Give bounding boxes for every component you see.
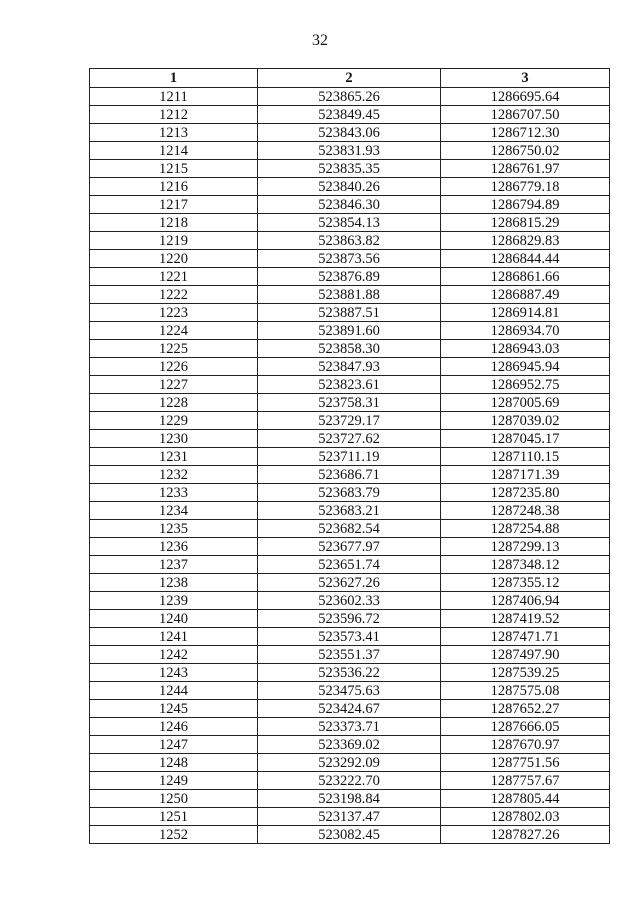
cell-point-number: 1227 (90, 376, 258, 394)
cell-x: 523881.88 (258, 286, 441, 304)
cell-y: 1287235.80 (441, 484, 610, 502)
cell-y: 1287751.56 (441, 754, 610, 772)
table-row (90, 736, 610, 754)
cell-y: 1286861.66 (441, 268, 610, 286)
cell-y: 1286914.81 (441, 304, 610, 322)
cell-y: 1287652.27 (441, 700, 610, 718)
cell-x: 523843.06 (258, 124, 441, 142)
cell-point-number: 1237 (90, 556, 258, 574)
table-row (90, 304, 610, 322)
cell-y: 1287497.90 (441, 646, 610, 664)
table-row (90, 214, 610, 232)
cell-point-number: 1242 (90, 646, 258, 664)
cell-point-number: 1217 (90, 196, 258, 214)
cell-point-number: 1223 (90, 304, 258, 322)
cell-y: 1287110.15 (441, 448, 610, 466)
cell-point-number: 1239 (90, 592, 258, 610)
cell-x: 523758.31 (258, 394, 441, 412)
cell-y: 1286815.29 (441, 214, 610, 232)
table-header (90, 69, 610, 88)
table-row (90, 412, 610, 430)
cell-y: 1286844.44 (441, 250, 610, 268)
cell-y: 1287355.12 (441, 574, 610, 592)
cell-point-number: 1236 (90, 538, 258, 556)
cell-point-number: 1238 (90, 574, 258, 592)
cell-y: 1287666.05 (441, 718, 610, 736)
cell-point-number: 1250 (90, 790, 258, 808)
table-row (90, 628, 610, 646)
cell-y: 1287471.71 (441, 628, 610, 646)
cell-y: 1287045.17 (441, 430, 610, 448)
cell-x: 523551.37 (258, 646, 441, 664)
cell-x: 523082.45 (258, 826, 441, 844)
cell-point-number: 1221 (90, 268, 258, 286)
cell-x: 523369.02 (258, 736, 441, 754)
cell-x: 523686.71 (258, 466, 441, 484)
cell-point-number: 1232 (90, 466, 258, 484)
cell-x: 523835.35 (258, 160, 441, 178)
cell-point-number: 1219 (90, 232, 258, 250)
cell-y: 1287299.13 (441, 538, 610, 556)
header-cell-point-number: 1 (90, 69, 258, 88)
table-row (90, 394, 610, 412)
cell-y: 1286750.02 (441, 142, 610, 160)
cell-point-number: 1233 (90, 484, 258, 502)
cell-point-number: 1225 (90, 340, 258, 358)
cell-x: 523424.67 (258, 700, 441, 718)
cell-point-number: 1230 (90, 430, 258, 448)
cell-y: 1287805.44 (441, 790, 610, 808)
cell-y: 1287827.26 (441, 826, 610, 844)
page-number: 32 (312, 32, 328, 49)
table-row (90, 106, 610, 124)
cell-y: 1287575.08 (441, 682, 610, 700)
table-row (90, 448, 610, 466)
cell-y: 1286712.30 (441, 124, 610, 142)
cell-point-number: 1211 (90, 88, 258, 106)
table-row (90, 664, 610, 682)
cell-point-number: 1213 (90, 124, 258, 142)
cell-x: 523573.41 (258, 628, 441, 646)
cell-x: 523373.71 (258, 718, 441, 736)
cell-x: 523863.82 (258, 232, 441, 250)
cell-point-number: 1235 (90, 520, 258, 538)
table-row (90, 322, 610, 340)
cell-y: 1286695.64 (441, 88, 610, 106)
cell-point-number: 1243 (90, 664, 258, 682)
cell-x: 523677.97 (258, 538, 441, 556)
cell-point-number: 1212 (90, 106, 258, 124)
cell-y: 1287670.97 (441, 736, 610, 754)
table-row (90, 160, 610, 178)
cell-x: 523711.19 (258, 448, 441, 466)
cell-x: 523627.26 (258, 574, 441, 592)
table-row (90, 772, 610, 790)
table-row (90, 196, 610, 214)
cell-point-number: 1249 (90, 772, 258, 790)
table-row (90, 700, 610, 718)
cell-x: 523823.61 (258, 376, 441, 394)
cell-point-number: 1226 (90, 358, 258, 376)
table-row (90, 376, 610, 394)
header-cell-y: 3 (441, 69, 610, 88)
cell-y: 1286761.97 (441, 160, 610, 178)
table-row (90, 268, 610, 286)
cell-x: 523887.51 (258, 304, 441, 322)
cell-y: 1286829.83 (441, 232, 610, 250)
cell-point-number: 1220 (90, 250, 258, 268)
cell-y: 1287348.12 (441, 556, 610, 574)
table-row (90, 718, 610, 736)
table-row (90, 592, 610, 610)
table-row (90, 538, 610, 556)
cell-x: 523475.63 (258, 682, 441, 700)
cell-x: 523137.47 (258, 808, 441, 826)
table-row (90, 286, 610, 304)
coordinates-table (89, 68, 610, 844)
table-row (90, 754, 610, 772)
cell-x: 523222.70 (258, 772, 441, 790)
table-row (90, 340, 610, 358)
cell-x: 523854.13 (258, 214, 441, 232)
table-row (90, 610, 610, 628)
cell-point-number: 1247 (90, 736, 258, 754)
cell-y: 1286794.89 (441, 196, 610, 214)
table-row (90, 826, 610, 844)
cell-x: 523729.17 (258, 412, 441, 430)
table-row (90, 556, 610, 574)
cell-point-number: 1234 (90, 502, 258, 520)
table-row (90, 430, 610, 448)
cell-point-number: 1244 (90, 682, 258, 700)
table-row (90, 142, 610, 160)
cell-y: 1287757.67 (441, 772, 610, 790)
cell-y: 1287406.94 (441, 592, 610, 610)
cell-x: 523849.45 (258, 106, 441, 124)
cell-y: 1287171.39 (441, 466, 610, 484)
cell-point-number: 1228 (90, 394, 258, 412)
table-row (90, 502, 610, 520)
cell-point-number: 1216 (90, 178, 258, 196)
cell-y: 1286707.50 (441, 106, 610, 124)
table-row (90, 484, 610, 502)
table-row (90, 232, 610, 250)
cell-x: 523858.30 (258, 340, 441, 358)
cell-y: 1287039.02 (441, 412, 610, 430)
table-row (90, 250, 610, 268)
cell-x: 523873.56 (258, 250, 441, 268)
cell-point-number: 1245 (90, 700, 258, 718)
table-row (90, 124, 610, 142)
table-row (90, 682, 610, 700)
cell-x: 523683.21 (258, 502, 441, 520)
table-row (90, 358, 610, 376)
header-cell-x: 2 (258, 69, 441, 88)
table-row (90, 88, 610, 106)
cell-point-number: 1240 (90, 610, 258, 628)
cell-point-number: 1241 (90, 628, 258, 646)
cell-y: 1286943.03 (441, 340, 610, 358)
cell-y: 1286952.75 (441, 376, 610, 394)
table-row (90, 646, 610, 664)
table-row (90, 574, 610, 592)
cell-y: 1287254.88 (441, 520, 610, 538)
cell-point-number: 1214 (90, 142, 258, 160)
cell-y: 1287802.03 (441, 808, 610, 826)
cell-x: 523846.30 (258, 196, 441, 214)
cell-x: 523651.74 (258, 556, 441, 574)
cell-x: 523831.93 (258, 142, 441, 160)
cell-x: 523682.54 (258, 520, 441, 538)
cell-point-number: 1218 (90, 214, 258, 232)
cell-point-number: 1231 (90, 448, 258, 466)
cell-point-number: 1246 (90, 718, 258, 736)
cell-x: 523876.89 (258, 268, 441, 286)
cell-x: 523536.22 (258, 664, 441, 682)
table-body (90, 88, 610, 844)
cell-x: 523847.93 (258, 358, 441, 376)
table-row (90, 178, 610, 196)
table-row (90, 520, 610, 538)
cell-point-number: 1248 (90, 754, 258, 772)
cell-x: 523198.84 (258, 790, 441, 808)
cell-x: 523683.79 (258, 484, 441, 502)
cell-point-number: 1224 (90, 322, 258, 340)
table-row (90, 790, 610, 808)
cell-y: 1287248.38 (441, 502, 610, 520)
cell-point-number: 1222 (90, 286, 258, 304)
cell-point-number: 1229 (90, 412, 258, 430)
cell-point-number: 1252 (90, 826, 258, 844)
cell-x: 523891.60 (258, 322, 441, 340)
cell-point-number: 1215 (90, 160, 258, 178)
cell-x: 523292.09 (258, 754, 441, 772)
cell-y: 1286887.49 (441, 286, 610, 304)
cell-y: 1287539.25 (441, 664, 610, 682)
cell-x: 523596.72 (258, 610, 441, 628)
cell-y: 1286779.18 (441, 178, 610, 196)
cell-x: 523727.62 (258, 430, 441, 448)
cell-point-number: 1251 (90, 808, 258, 826)
cell-x: 523840.26 (258, 178, 441, 196)
table-row (90, 808, 610, 826)
cell-y: 1287005.69 (441, 394, 610, 412)
header-row (90, 69, 610, 88)
cell-x: 523865.26 (258, 88, 441, 106)
cell-y: 1286934.70 (441, 322, 610, 340)
cell-x: 523602.33 (258, 592, 441, 610)
cell-y: 1286945.94 (441, 358, 610, 376)
table-row (90, 466, 610, 484)
cell-y: 1287419.52 (441, 610, 610, 628)
